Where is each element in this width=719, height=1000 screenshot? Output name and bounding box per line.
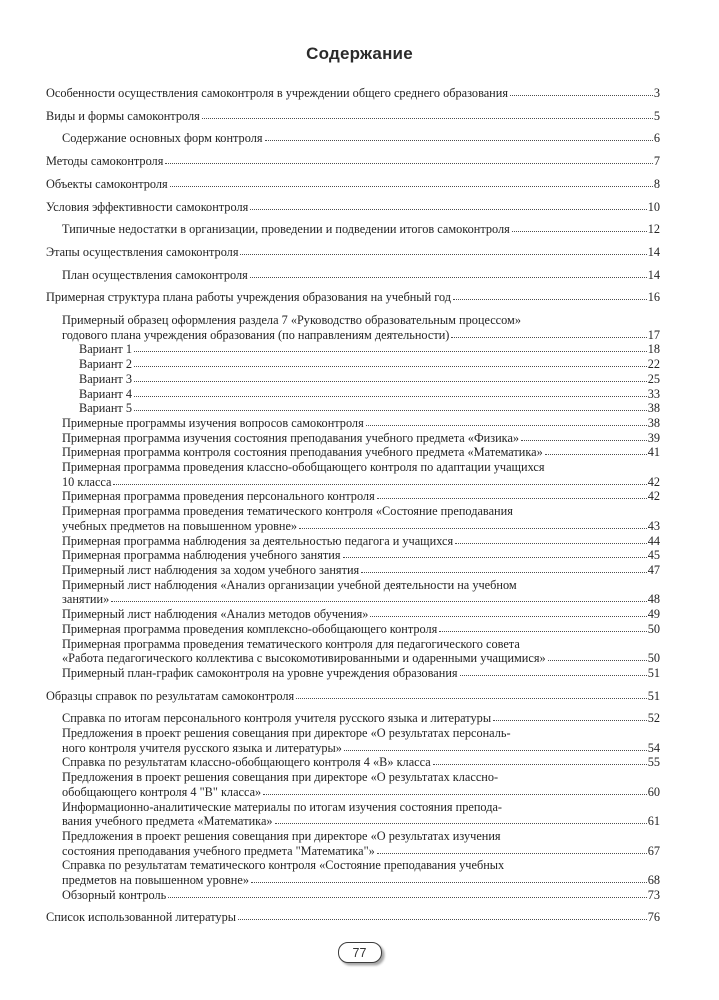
page-number-badge [338,942,382,963]
dot-leader [238,919,647,920]
toc-entry-line-last [79,357,660,372]
toc-entry-text: 10 класса [62,474,112,489]
page-title: Содержание [306,44,413,63]
toc-entry-line-last [62,328,660,343]
toc-page-number: 50 [647,651,660,666]
toc-entry [46,177,660,192]
toc-page-number: 43 [647,518,660,533]
toc-entry [46,489,660,504]
dot-leader [134,366,647,367]
toc-entry-text: Список использованной литературы [46,910,236,925]
dot-leader [370,616,646,617]
toc-page-number: 42 [647,489,660,504]
dot-leader [545,454,647,455]
dot-leader [510,95,653,96]
toc-entry-text: предметов на повышенном уровне» [62,873,249,888]
toc-page-number: 52 [647,711,660,726]
toc-entry-text: Предложения в проект решения совещания при директоре «О результатах персональ- [62,726,511,741]
toc-page-number: 6 [653,131,660,146]
dot-leader [453,299,647,300]
dot-leader [377,498,647,499]
dot-leader [455,543,647,544]
toc-page-number: 18 [647,342,660,357]
toc-entry [46,534,660,549]
toc-page-number: 39 [647,430,660,445]
dot-leader [451,337,646,338]
toc-entry [46,313,660,342]
dot-leader [250,209,646,210]
toc-page-number: 67 [647,843,660,858]
dot-leader [296,698,647,699]
toc-page-number: 47 [647,562,660,577]
dot-leader [344,750,647,751]
toc-page-number: 76 [647,910,660,925]
toc-entry [46,109,660,124]
toc-entry-line-last [62,431,660,446]
toc-entry-text: План осуществления самоконтроля [62,267,248,282]
toc-page-number: 49 [647,607,660,622]
toc-entry-line-last [79,401,660,416]
dot-leader [361,572,647,573]
dot-leader [134,381,647,382]
toc-entry-line [62,460,660,475]
toc-entry-line-last [79,387,660,402]
toc-entry [46,504,660,533]
toc-entry-line-last [62,548,660,563]
toc-entry-line-last [46,154,660,169]
dot-leader [250,277,647,278]
toc-page-number: 17 [647,327,660,342]
toc-entry [46,689,660,704]
toc-entry-text: обобщающего контроля 4 "В" класса» [62,784,262,799]
toc-entry [46,607,660,622]
toc-entry [46,755,660,770]
toc-entry [46,222,660,237]
dot-leader [439,631,646,632]
toc-page-number: 51 [647,688,660,703]
toc-entry-text: Примерная программа контроля состояния преподавания учебного предмета «Математика» [62,445,543,460]
toc-entry-text: Справка по результатам классно-обобщающего контроля 4 «В» класса [62,755,431,770]
toc-page-number: 41 [647,445,660,460]
toc-entry-line-last [62,563,660,578]
dot-leader [134,396,647,397]
dot-leader [168,897,647,898]
dot-leader [202,118,653,119]
toc-entry [46,800,660,829]
toc-entry-text: Предложения в проект решения совещания при директоре «О результатах изучения [62,828,501,843]
toc-entry-text: Примерный образец оформления раздела 7 «Руководство образовательным процессом» [62,313,521,328]
toc-page-number: 54 [647,740,660,755]
dot-leader [265,140,653,141]
toc-entry-text: занятии» [62,592,110,607]
toc-entry [46,357,660,372]
toc-entry [46,711,660,726]
toc-entry-line [62,800,660,815]
toc-page-number: 42 [647,474,660,489]
dot-leader [251,882,647,883]
dot-leader [366,425,647,426]
table-of-contents [46,86,660,925]
toc-entry-line-last [62,651,660,666]
toc-entry-text: Примерная программа изучения состояния преподавания учебного предмета «Физика» [62,430,520,445]
toc-entry-text: Вариант 5 [79,401,133,416]
toc-entry-text: Методы самоконтроля [46,154,164,169]
dot-leader [377,853,647,854]
toc-entry [46,416,660,431]
toc-entry [46,888,660,903]
dot-leader [299,528,647,529]
toc-entry-line-last [62,711,660,726]
toc-entry [46,726,660,755]
dot-leader [512,231,647,232]
toc-entry-text: Примерный лист наблюдения за ходом учебного занятия [62,562,360,577]
toc-entry-line-last [62,416,660,431]
toc-entry [46,245,660,260]
toc-entry-line [62,578,660,593]
toc-entry-line-last [46,177,660,192]
toc-entry-text: Примерный лист наблюдения «Анализ методов обучения» [62,607,369,622]
toc-page-number: 14 [647,267,660,282]
toc-entry-line-last [62,741,660,756]
toc-page-number: 73 [647,887,660,902]
toc-entry-line-last [62,445,660,460]
toc-entry-line-last [46,86,660,101]
toc-entry-line-last [62,814,660,829]
toc-entry [46,563,660,578]
toc-entry-line-last [62,622,660,637]
dot-leader [433,764,647,765]
toc-entry [46,622,660,637]
dot-leader [111,601,646,602]
toc-entry-text: Виды и формы самоконтроля [46,108,200,123]
toc-entry-text: Объекты самоконтроля [46,176,168,191]
toc-page-number: 38 [647,401,660,416]
toc-entry-text: Обзорный контроль [62,887,167,902]
toc-entry-text: Справка по результатам тематического контроля «Состояние преподавания учебных [62,858,505,873]
toc-page-number: 5 [653,108,660,123]
dot-leader [343,557,647,558]
toc-page-number: 8 [653,176,660,191]
toc-entry-text: Примерный лист наблюдения «Анализ организации учебной деятельности на учебном [62,577,517,592]
toc-entry-text: Информационно-аналитические материалы по итогам изучения состояния препода- [62,799,502,814]
toc-entry-text: Примерный план-график самоконтроля на уровне учреждения образования [62,665,458,680]
toc-entry [46,268,660,283]
toc-entry-text: Условия эффективности самоконтроля [46,199,249,214]
toc-entry-line [62,504,660,519]
toc-entry-line-last [46,200,660,215]
toc-entry-line-last [62,755,660,770]
toc-entry-line-last [46,109,660,124]
toc-entry-line-last [62,489,660,504]
toc-entry-text: Примерная программа наблюдения за деятельностью педагога и учащихся [62,533,454,548]
toc-entry-text: вания учебного предмета «Математика» [62,814,273,829]
toc-entry-text: Особенности осуществления самоконтроля в учреждении общего среднего образования [46,86,508,100]
toc-entry [46,290,660,305]
toc-entry-line-last [62,534,660,549]
toc-entry [46,858,660,887]
toc-page-number: 60 [647,784,660,799]
dot-leader [548,660,647,661]
toc-entry-text: Образцы справок по результатам самоконтроля [46,688,295,703]
toc-entry [46,154,660,169]
toc-entry [46,910,660,925]
toc-entry-text: Предложения в проект решения совещания при директоре «О результатах классно- [62,770,499,785]
toc-entry-text: Этапы осуществления самоконтроля [46,244,239,259]
dot-leader [134,410,647,411]
dot-leader [275,823,647,824]
toc-entry-text: Примерная программа проведения комплексно-обобщающего контроля [62,621,438,636]
toc-entry-line-last [62,607,660,622]
toc-entry-line [62,726,660,741]
toc-entry [46,200,660,215]
toc-entry [46,86,660,101]
toc-page-number: 51 [647,665,660,680]
toc-entry-line-last [62,519,660,534]
toc-page-number: 10 [647,199,660,214]
toc-entry-line-last [46,245,660,260]
toc-entry [46,131,660,146]
toc-page-number: 3 [653,86,660,100]
toc-entry-text: Примерная структура плана работы учреждения образования на учебный год [46,290,452,305]
toc-entry-line-last [46,910,660,925]
toc-entry [46,637,660,666]
toc-entry-line-last [62,222,660,237]
toc-entry-text: Примерная программа наблюдения учебного занятия [62,548,341,563]
toc-entry-text: ного контроля учителя русского языка и литературы» [62,740,342,755]
toc-entry-text: Вариант 4 [79,386,133,401]
toc-page-number: 48 [647,592,660,607]
toc-entry [46,770,660,799]
toc-entry [46,342,660,357]
toc-entry-line [62,770,660,785]
toc-entry-line-last [62,475,660,490]
toc-page-number: 68 [647,873,660,888]
toc-entry-line [62,637,660,652]
toc-entry-line-last [79,342,660,357]
toc-entry [46,372,660,387]
toc-page-number: 25 [647,371,660,386]
toc-entry [46,387,660,402]
toc-entry-line-last [62,592,660,607]
toc-entry-line-last [62,131,660,146]
toc-page-number: 50 [647,621,660,636]
toc-entry-line [62,829,660,844]
dot-leader [113,484,646,485]
dot-leader [521,440,647,441]
toc-entry [46,666,660,681]
toc-page-number: 45 [647,548,660,563]
dot-leader [460,675,647,676]
dot-leader [134,351,647,352]
toc-entry-text: Типичные недостатки в организации, проведении и подведении итогов самоконтроля [62,222,510,237]
toc-page-number: 33 [647,386,660,401]
toc-page-number: 7 [653,154,660,169]
dot-leader [493,720,647,721]
toc-entry-text: Примерная программа проведения классно-обобщающего контроля по адаптации учащихся [62,460,545,475]
toc-entry-text: Примерная программа проведения персонального контроля [62,489,375,504]
toc-entry-text: Вариант 2 [79,357,133,372]
toc-entry-text: состояния преподавания учебного предмета "Математика"» [62,843,375,858]
toc-entry-line [62,313,660,328]
page-number: 77 [352,945,367,960]
toc-entry-text: «Работа педагогического коллектива с высокомотивированными и одаренными учащимися» [62,651,546,666]
toc-entry-text: Примерные программы изучения вопросов самоконтроля [62,415,364,430]
toc-page-number: 38 [647,415,660,430]
toc-entry-line-last [46,689,660,704]
toc-entry [46,401,660,416]
toc-entry [46,460,660,489]
dot-leader [240,254,646,255]
toc-entry [46,578,660,607]
toc-entry-text: учебных предметов на повышенном уровне» [62,518,298,533]
dot-leader [165,163,652,164]
toc-page-number: 55 [647,755,660,770]
toc-entry-line-last [79,372,660,387]
toc-entry-text: Справка по итогам персонального контроля учителя русского языка и литературы [62,711,492,726]
toc-entry [46,431,660,446]
dot-leader [170,186,653,187]
toc-entry-text: Вариант 1 [79,342,133,357]
toc-page-number: 16 [647,290,660,305]
toc-entry-line-last [62,873,660,888]
toc-entry-text: Содержание основных форм контроля [62,131,263,146]
toc-page-number: 12 [647,222,660,237]
toc-entry-line-last [62,888,660,903]
toc-entry-line [62,858,660,873]
toc-entry [46,548,660,563]
toc-entry-line-last [62,844,660,859]
toc-entry-text: годового плана учреждения образования (по направлениям деятельности) [62,327,450,342]
toc-page-number: 44 [647,533,660,548]
dot-leader [263,794,647,795]
toc-entry-text: Примерная программа проведения тематического контроля «Состояние преподавания [62,504,513,519]
toc-entry-line-last [62,785,660,800]
toc-entry [46,445,660,460]
toc-entry-text: Примерная программа проведения тематического контроля для педагогического совета [62,636,520,651]
toc-entry [46,829,660,858]
toc-page-number: 22 [647,357,660,372]
toc-entry-text: Вариант 3 [79,371,133,386]
toc-page-number: 14 [647,244,660,259]
toc-entry-line-last [62,268,660,283]
toc-page-number: 61 [647,814,660,829]
toc-entry-line-last [62,666,660,681]
toc-entry-line-last [46,290,660,305]
